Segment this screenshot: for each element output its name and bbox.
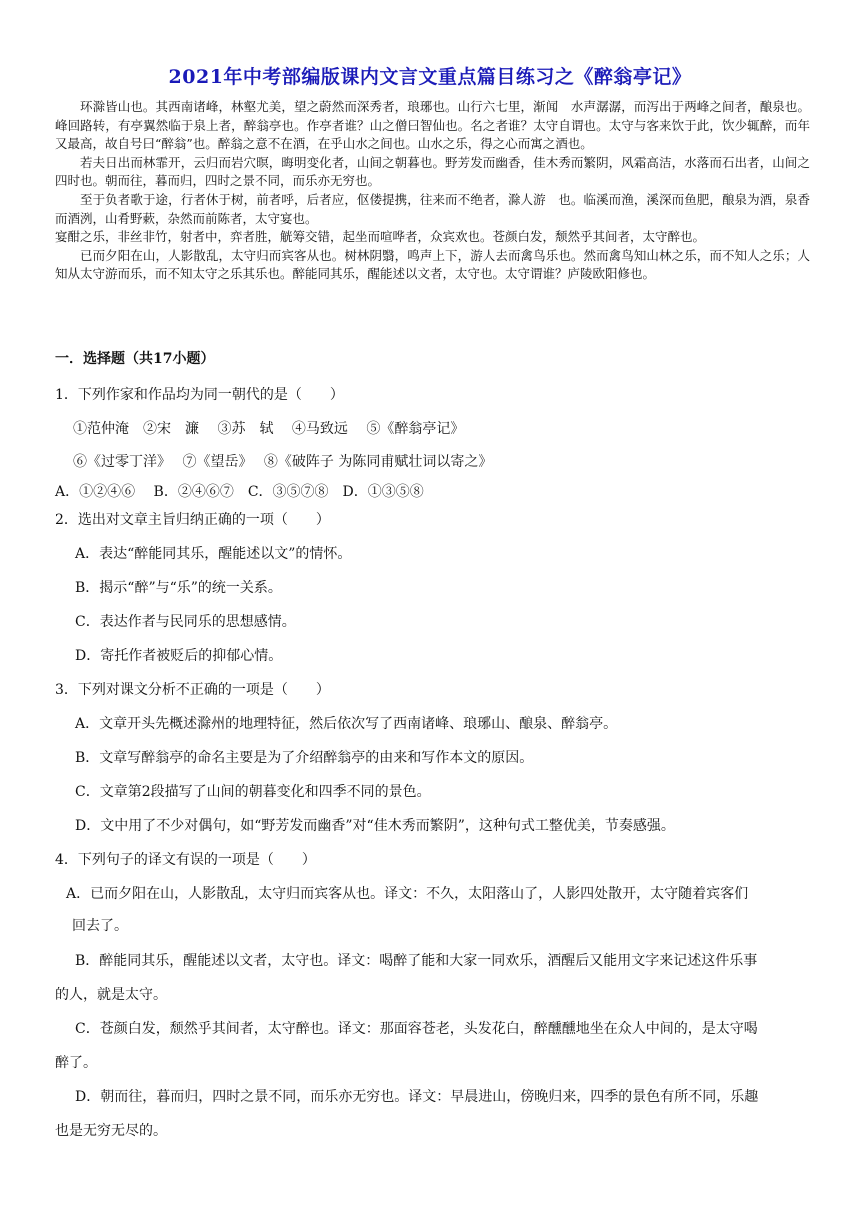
question-4-option-a-line-2: 回去了。 [72, 918, 128, 934]
question-4-option-c-line-2: 醉了。 [55, 1055, 97, 1071]
passage-paragraph-1: 环滁皆山也。其西南诸峰，林壑尤美，望之蔚然而深秀者，琅琊也。山行六七里，渐闻 水声潺潺，而泻出于两峰之间者，酿泉也。峰回路转，有亭翼然临于泉上者，醉翁亭也。作亭者谁？山之僧曰智仙也。名之者谁？太守自谓也。太守与客来饮于此，饮少辄醉，而年又最高，故自号曰“醉翁”也。醉翁之意不在酒，在乎山水之间也。山水之乐，得之心而寓之酒也。 [55, 99, 810, 152]
question-3-option-b: B．文章写醉翁亭的命名主要是为了介绍醉翁亭的由来和写作本文的原因。 [75, 750, 534, 766]
question-1-items-row-1: ①范仲淹 ②宋 濂 ③苏 轼 ④马致远 ⑤《醉翁亭记》 [73, 421, 465, 437]
question-4-option-d-line-2: 也是无穷无尽的。 [55, 1123, 167, 1139]
passage-paragraph-2: 若夫日出而林霏开，云归而岩穴暝，晦明变化者，山间之朝暮也。野芳发而幽香，佳木秀而繁阴，风霜高洁，水落而石出者，山间之四时也。朝而往，暮而归，四时之景不同，而乐亦无穷也。 [55, 154, 810, 189]
question-2-option-d: D．寄托作者被贬后的抑郁心情。 [75, 648, 283, 664]
question-1-items-row-2: ⑥《过零丁洋》 ⑦《望岳》 ⑧《破阵子 为陈同甫赋壮词以寄之》 [73, 454, 493, 470]
question-4-option-b-line-1: B．醉能同其乐，醒能述以文者，太守也。译文：喝醉了能和大家一同欢乐，酒醒后又能用文字来记述这件乐事 [75, 953, 758, 969]
question-4-option-c-line-1: C．苍颜白发，颓然乎其间者，太守醉也。译文：那面容苍老，头发花白，醉醺醺地坐在众人中间的，是太守喝 [75, 1021, 758, 1037]
question-3-option-a: A．文章开头先概述滁州的地理特征，然后依次写了西南诸峰、琅琊山、酿泉、醉翁亭。 [75, 716, 618, 732]
question-3-stem: 3．下列对课文分析不正确的一项是（ ） [55, 682, 330, 698]
question-4-option-b-line-2: 的人，就是太守。 [55, 987, 167, 1003]
question-4-option-a-line-1: A．已而夕阳在山，人影散乱，太守归而宾客从也。译文：不久，太阳落山了，人影四处散开，太守随着宾客们 [66, 886, 749, 902]
section-heading: 一．选择题（共17小题） [55, 351, 215, 367]
question-4-option-d-line-1: D．朝而往，暮而归，四时之景不同，而乐亦无穷也。译文：早晨进山，傍晚归来，四季的景色有所不同，乐趣 [75, 1089, 759, 1105]
question-1-stem: 1．下列作家和作品均为同一朝代的是（ ） [55, 387, 344, 403]
question-3-option-c: C．文章第2段描写了山间的朝暮变化和四季不同的景色。 [75, 784, 431, 800]
question-3-option-d: D．文中用了不少对偶句，如“野芳发而幽香”对“佳木秀而繁阴”，这种句式工整优美，节奏感强。 [75, 818, 675, 834]
question-2-option-a: A．表达“醉能同其乐，醒能述以文”的情怀。 [75, 546, 352, 562]
question-1-options: A．①②④⑥ B．②④⑥⑦ C．③⑤⑦⑧ D．①③⑤⑧ [55, 484, 424, 500]
question-2-stem: 2．选出对文章主旨归纳正确的一项（ ） [55, 512, 330, 528]
question-4-stem: 4．下列句子的译文有误的一项是（ ） [55, 852, 316, 868]
passage-paragraph-5: 已而夕阳在山，人影散乱，太守归而宾客从也。树林阴翳，鸣声上下，游人去而禽鸟乐也。然而禽鸟知山林之乐，而不知人之乐；人知从太守游而乐，而不知太守之乐其乐也。醉能同其乐，醒能述以文者，太守也。太守谓谁？庐陵欧阳修也。 [55, 247, 810, 282]
passage-paragraph-3: 至于负者歌于途，行者休于树，前者呼，后者应，伛偻提携，往来而不绝者，滁人游 也。临溪而渔，溪深而鱼肥，酿泉为酒，泉香而酒洌，山肴野蔌，杂然而前陈者，太守宴也。 [55, 191, 810, 226]
passage-paragraph-4: 宴酣之乐，非丝非竹，射者中，弈者胜，觥筹交错，起坐而喧哗者，众宾欢也。苍颜白发，颓然乎其间者，太守醉也。 [55, 229, 706, 245]
classical-passage [55, 98, 810, 284]
question-2-option-c: C．表达作者与民同乐的思想感情。 [75, 614, 296, 630]
document-title: 2021年中考部编版课内文言文重点篇目练习之《醉翁亭记》 [168, 66, 692, 88]
question-2-option-b: B．揭示“醉”与“乐”的统一关系。 [75, 580, 282, 596]
